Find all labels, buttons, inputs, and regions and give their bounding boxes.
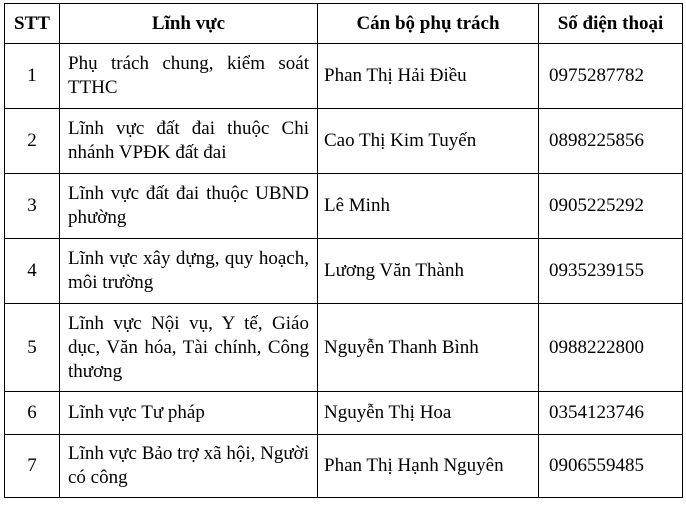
row-person: Lương Văn Thành [318,239,539,304]
row-phone: 0935239155 [539,239,683,304]
table-row [5,174,683,239]
table-row [5,239,683,304]
row-person: Nguyễn Thanh Bình [318,304,539,392]
row-stt: 7 [5,435,60,498]
row-phone: 0988222800 [539,304,683,392]
row-person: Phan Thị Hạnh Nguyên [318,435,539,498]
row-field: Lĩnh vực đất đai thuộc Chi nhánh VPĐK đất đai [60,109,318,174]
contacts-table [4,3,683,498]
header-stt: STT [5,4,60,44]
row-stt: 2 [5,109,60,174]
row-field: Lĩnh vực Bảo trợ xã hội, Người có công [60,435,318,498]
row-person: Lê Minh [318,174,539,239]
table-row [5,109,683,174]
row-field: Lĩnh vực đất đai thuộc UBND phường [60,174,318,239]
table-row [5,392,683,435]
header-person: Cán bộ phụ trách [318,4,539,44]
row-stt: 5 [5,304,60,392]
row-phone: 0905225292 [539,174,683,239]
row-person: Nguyễn Thị Hoa [318,392,539,435]
table-row [5,435,683,498]
row-field: Lĩnh vực Nội vụ, Y tế, Giáo dục, Văn hóa, Tài chính, Công thương [60,304,318,392]
row-phone: 0898225856 [539,109,683,174]
row-phone: 0354123746 [539,392,683,435]
row-field: Phụ trách chung, kiểm soát TTHC [60,44,318,109]
header-field: Lĩnh vực [60,4,318,44]
row-person: Cao Thị Kim Tuyến [318,109,539,174]
header-phone: Số điện thoại [539,4,683,44]
row-field: Lĩnh vực xây dựng, quy hoạch, môi trường [60,239,318,304]
row-stt: 3 [5,174,60,239]
table-row [5,44,683,109]
row-stt: 1 [5,44,60,109]
row-stt: 6 [5,392,60,435]
row-phone: 0975287782 [539,44,683,109]
row-person: Phan Thị Hải Điều [318,44,539,109]
table-header-row [5,4,683,44]
row-phone: 0906559485 [539,435,683,498]
table-row [5,304,683,392]
row-stt: 4 [5,239,60,304]
row-field: Lĩnh vực Tư pháp [60,392,318,435]
